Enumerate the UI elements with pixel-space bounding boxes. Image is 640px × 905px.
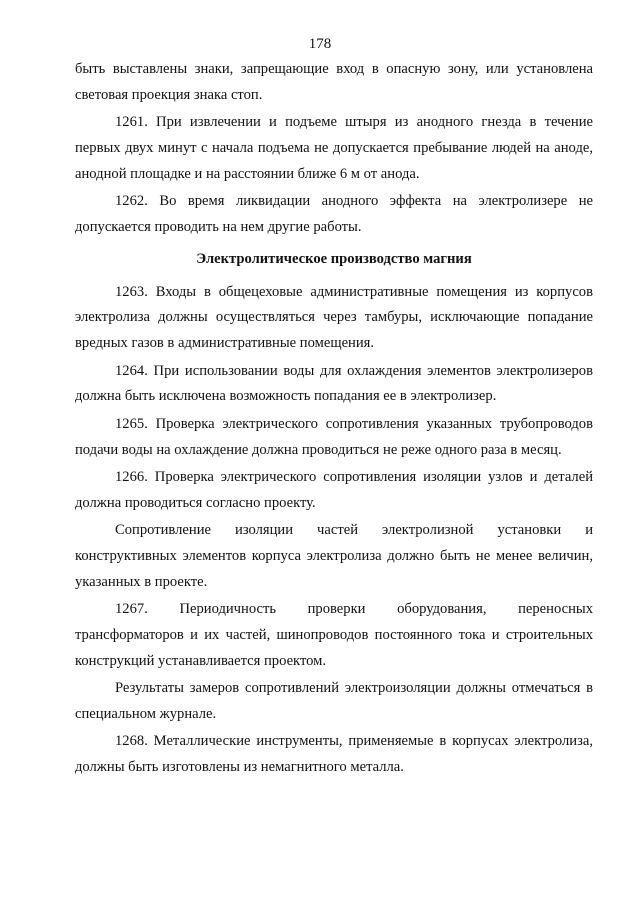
paragraph-insulation-resistance: Сопротивление изоляции частей электролизной установки и конструктивных элементов корпуса электролиза должно быть не менее величин, указанных в проекте.: [75, 522, 593, 590]
paragraph-1264: 1264. При использовании воды для охлаждения элементов электролизеров должна быть исключена возможность попадания ее в электролизер.: [75, 362, 593, 405]
section-heading: Электролитическое производство магния: [196, 250, 472, 267]
paragraph-1265: 1265. Проверка электрического сопротивления указанных трубопроводов подачи воды на охлаждение должна проводиться не реже одного раза в месяц.: [75, 415, 593, 458]
paragraph-1261: 1261. При извлечении и подъеме штыря из анодного гнезда в течение первых двух минут с начала подъема не допускается пребывание людей на аноде, анодной площадке и на расстоянии ближе 6 м от анода.: [75, 114, 593, 182]
paragraph-1262: 1262. Во время ликвидации анодного эффекта на электролизере не допускается проводить на нем другие работы.: [75, 193, 593, 235]
paragraph-1268: 1268. Металлические инструменты, применяемые в корпусах электролиза, должны быть изготовлены из немагнитного металла.: [75, 733, 593, 776]
page-number: 178: [308, 36, 332, 52]
paragraph-measurement-results: Результаты замеров сопротивлений электроизоляции должны отмечаться в специальном журнале.: [75, 680, 593, 722]
document-body: [75, 57, 593, 782]
paragraph-continuation: быть выставлены знаки, запрещающие вход в опасную зону, или установлена световая проекция знака стоп.: [75, 61, 593, 103]
paragraph-1263: 1263. Входы в общецеховые административные помещения из корпусов электролиза должны осуществляться через тамбуры, исключающие попадание вредных газов в административные помещения.: [75, 283, 593, 352]
paragraph-1266: 1266. Проверка электрического сопротивления изоляции узлов и деталей должна проводиться согласно проекту.: [75, 468, 593, 511]
paragraph-1267: 1267. Периодичность проверки оборудования, переносных трансформаторов и их частей, шинопроводов постоянного тока и строительных конструкций устанавливается проектом.: [75, 601, 593, 669]
